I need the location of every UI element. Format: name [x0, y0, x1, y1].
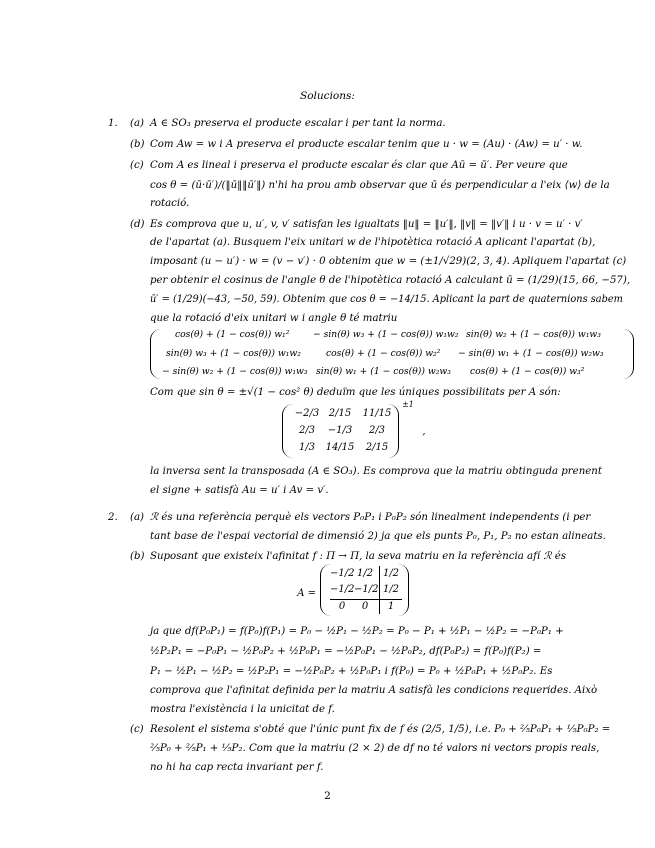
result-matrix-r1c1: −2/3 [294, 408, 320, 419]
q2-b-line-5: comprova que l'afinitat definida per la matriu A satisfà les condicions requerides. Això [150, 685, 598, 696]
q2-a-line-1: ℛ és una referència perquè els vectors P₀P₁ i P₀P₂ són linealment independents (i per [150, 512, 591, 523]
q2-b-line-6: mostra l'existència i la unicitat de f. [150, 704, 335, 715]
q1-d-line-8: la inversa sent la transposada (A ∈ SO₃). Es comprova que la matriu obtinguda prenent [150, 466, 602, 477]
page-number: 2 [324, 790, 331, 802]
q2-a-line-2: tant base de l'espai vectorial de dimensió 2) ja que els punts P₀, P₁, P₂ no estan alineats. [150, 531, 606, 542]
q1-c-line-2: cos θ = (ū·ū′)/(‖ū‖‖ū′‖) n'hi ha prou amb observar que ū és perpendicular a l'eix ⟨w⟩ de la [150, 180, 610, 191]
q1-d-line-2: de l'apartat (a). Busquem l'eix unitari w de l'hipotètica rotació A aplicant l'apartat (b), [150, 237, 596, 248]
q1-d-line-1: Es comprova que u, u′, v, v′ satisfan les igualtats ‖u‖ = ‖u′‖, ‖v‖ = ‖v′‖ i u · v = u′ · v′ [150, 219, 583, 230]
q1-d-line-3: imposant (u − u′) · w = (v − v′) · 0 obtenim que w = (±1/√29)(2, 3, 4). Apliquem l'apartat (c) [150, 256, 627, 267]
q1-c-line-3: rotació. [150, 198, 190, 209]
affine-matrix-r2c1: −1/2 [330, 584, 355, 595]
affine-matrix-r3c3: 1 [387, 601, 395, 612]
result-matrix-r2c3: 2/3 [368, 425, 386, 436]
q2-b-label: (b) [130, 551, 145, 562]
q2-b-line-1: Suposant que existeix l'afinitat f : Π → Π, la seva matriu en la referència afí ℛ és [150, 551, 566, 562]
result-matrix-comma: , [422, 426, 426, 437]
page-title: Solucions: [300, 90, 355, 102]
result-matrix-r2c1: 2/3 [298, 425, 316, 436]
q1-b-label: (b) [130, 139, 145, 150]
q2-b-line-4: P₁ − ½P₁ − ½P₂ = ½P₂P₁ = −½P₀P₂ + ½P₀P₁ i f(P₀) = P₀ + ½P₀P₁ + ½P₀P₂. Es [150, 666, 553, 677]
rotation-matrix-r3c3: cos(θ) + (1 − cos(θ)) w₃² [470, 366, 585, 377]
affine-matrix-r1c2: 1/2 [356, 568, 374, 579]
affine-matrix-r3c1: 0 [338, 601, 346, 612]
q1-d-line-9: el signe + satisfà Au = u′ i Av = v′. [150, 485, 329, 496]
q2-b-line-3: ½P₂P₁ = −P₀P₁ − ½P₀P₂ + ½P₀P₁ = −½P₀P₁ − ½P₀P₂, df(P₀P₂) = f(P₀)f(P₂) = [150, 646, 542, 657]
q1-b-text: Com Aw = w i A preserva el producte escalar tenim que u · w = (Au) · (Aw) = u′ · w. [150, 139, 583, 150]
affine-matrix-label: A = [297, 588, 316, 599]
rotation-matrix-left-paren [150, 329, 161, 379]
rotation-matrix-r1c3: sin(θ) w₂ + (1 − cos(θ)) w₁w₃ [466, 329, 601, 340]
affine-matrix-r2c3: 1/2 [382, 584, 400, 595]
q1-c-line-1: Com A es lineal i preserva el producte escalar és clar que Aū = ū′. Per veure que [150, 160, 568, 171]
q1-c-label: (c) [130, 160, 144, 171]
q2-c-line-2: ⅖P₀ + ⅖P₁ + ⅕P₂. Com que la matriu (2 × 2) de df no té valors ni vectors propis reals, [150, 743, 600, 754]
affine-matrix-horizontal-rule [330, 599, 402, 600]
q1-d-line-6: que la rotació d'eix unitari w i angle θ té matriu [150, 313, 398, 324]
rotation-matrix-r2c2: cos(θ) + (1 − cos(θ)) w₂² [326, 348, 441, 359]
question-2-number: 2. [108, 512, 118, 523]
rotation-matrix-r2c3: − sin(θ) w₁ + (1 − cos(θ)) w₂w₃ [458, 348, 604, 359]
question-1-number: 1. [108, 118, 118, 129]
q2-b-line-2: ja que df(P₀P₁) = f(P₀)f(P₁) = P₀ − ½P₁ − ½P₂ = P₀ − P₁ + ½P₁ − ½P₂ = −P₀P₁ + [150, 626, 564, 637]
result-matrix-r3c3: 2/15 [365, 442, 389, 453]
result-matrix-r3c2: 14/15 [325, 442, 355, 453]
q2-c-line-1: Resolent el sistema s'obté que l'únic punt fix de f és (2/5, 1/5), i.e. P₀ + ⅖P₀P₁ + ⅕P₀P₂ = [150, 724, 611, 735]
rotation-matrix-r2c1: sin(θ) w₃ + (1 − cos(θ)) w₁w₂ [166, 348, 301, 359]
affine-matrix-vertical-rule [379, 566, 380, 614]
q2-a-label: (a) [130, 512, 145, 523]
q1-a-text: A ∈ SO₃ preserva el producte escalar i per tant la norma. [150, 118, 446, 129]
result-matrix-r2c2: −1/3 [327, 425, 353, 436]
q1-d-label: (d) [130, 219, 145, 230]
rotation-matrix-r1c1: cos(θ) + (1 − cos(θ)) w₁² [175, 329, 290, 340]
q2-c-line-3: no hi ha cap recta invariant per f. [150, 762, 324, 773]
affine-matrix-r1c3: 1/2 [382, 568, 400, 579]
q1-d-line-5: ū′ = (1/29)(−43, −50, 59). Obtenim que cos θ = −14/15. Aplicant la part de quaternions sabem [150, 294, 623, 305]
rotation-matrix-r3c2: sin(θ) w₁ + (1 − cos(θ)) w₂w₃ [316, 366, 451, 377]
result-matrix-r1c2: 2/15 [328, 408, 352, 419]
result-matrix-r3c1: 1/3 [298, 442, 316, 453]
q1-a-label: (a) [130, 118, 145, 129]
affine-matrix-r2c2: −1/2 [354, 584, 379, 595]
rotation-matrix-r1c2: − sin(θ) w₃ + (1 − cos(θ)) w₁w₂ [313, 329, 459, 340]
result-matrix-r1c3: 11/15 [362, 408, 392, 419]
q1-d-line-7: Com que sin θ = ±√(1 − cos² θ) deduïm que les úniques possibilitats per A són: [150, 387, 561, 398]
rotation-matrix-r3c1: − sin(θ) w₂ + (1 − cos(θ)) w₁w₃ [162, 366, 308, 377]
rotation-matrix-right-paren [623, 329, 634, 379]
q1-d-line-4: per obtenir el cosinus de l'angle θ de l'hipotètica rotació A calculant ū = (1/29)(15, 66, −57), [150, 275, 631, 286]
result-matrix-exponent: ±1 [402, 400, 414, 409]
affine-matrix-r3c2: 0 [361, 601, 369, 612]
affine-matrix-r1c1: −1/2 [330, 568, 355, 579]
q2-c-label: (c) [130, 724, 144, 735]
